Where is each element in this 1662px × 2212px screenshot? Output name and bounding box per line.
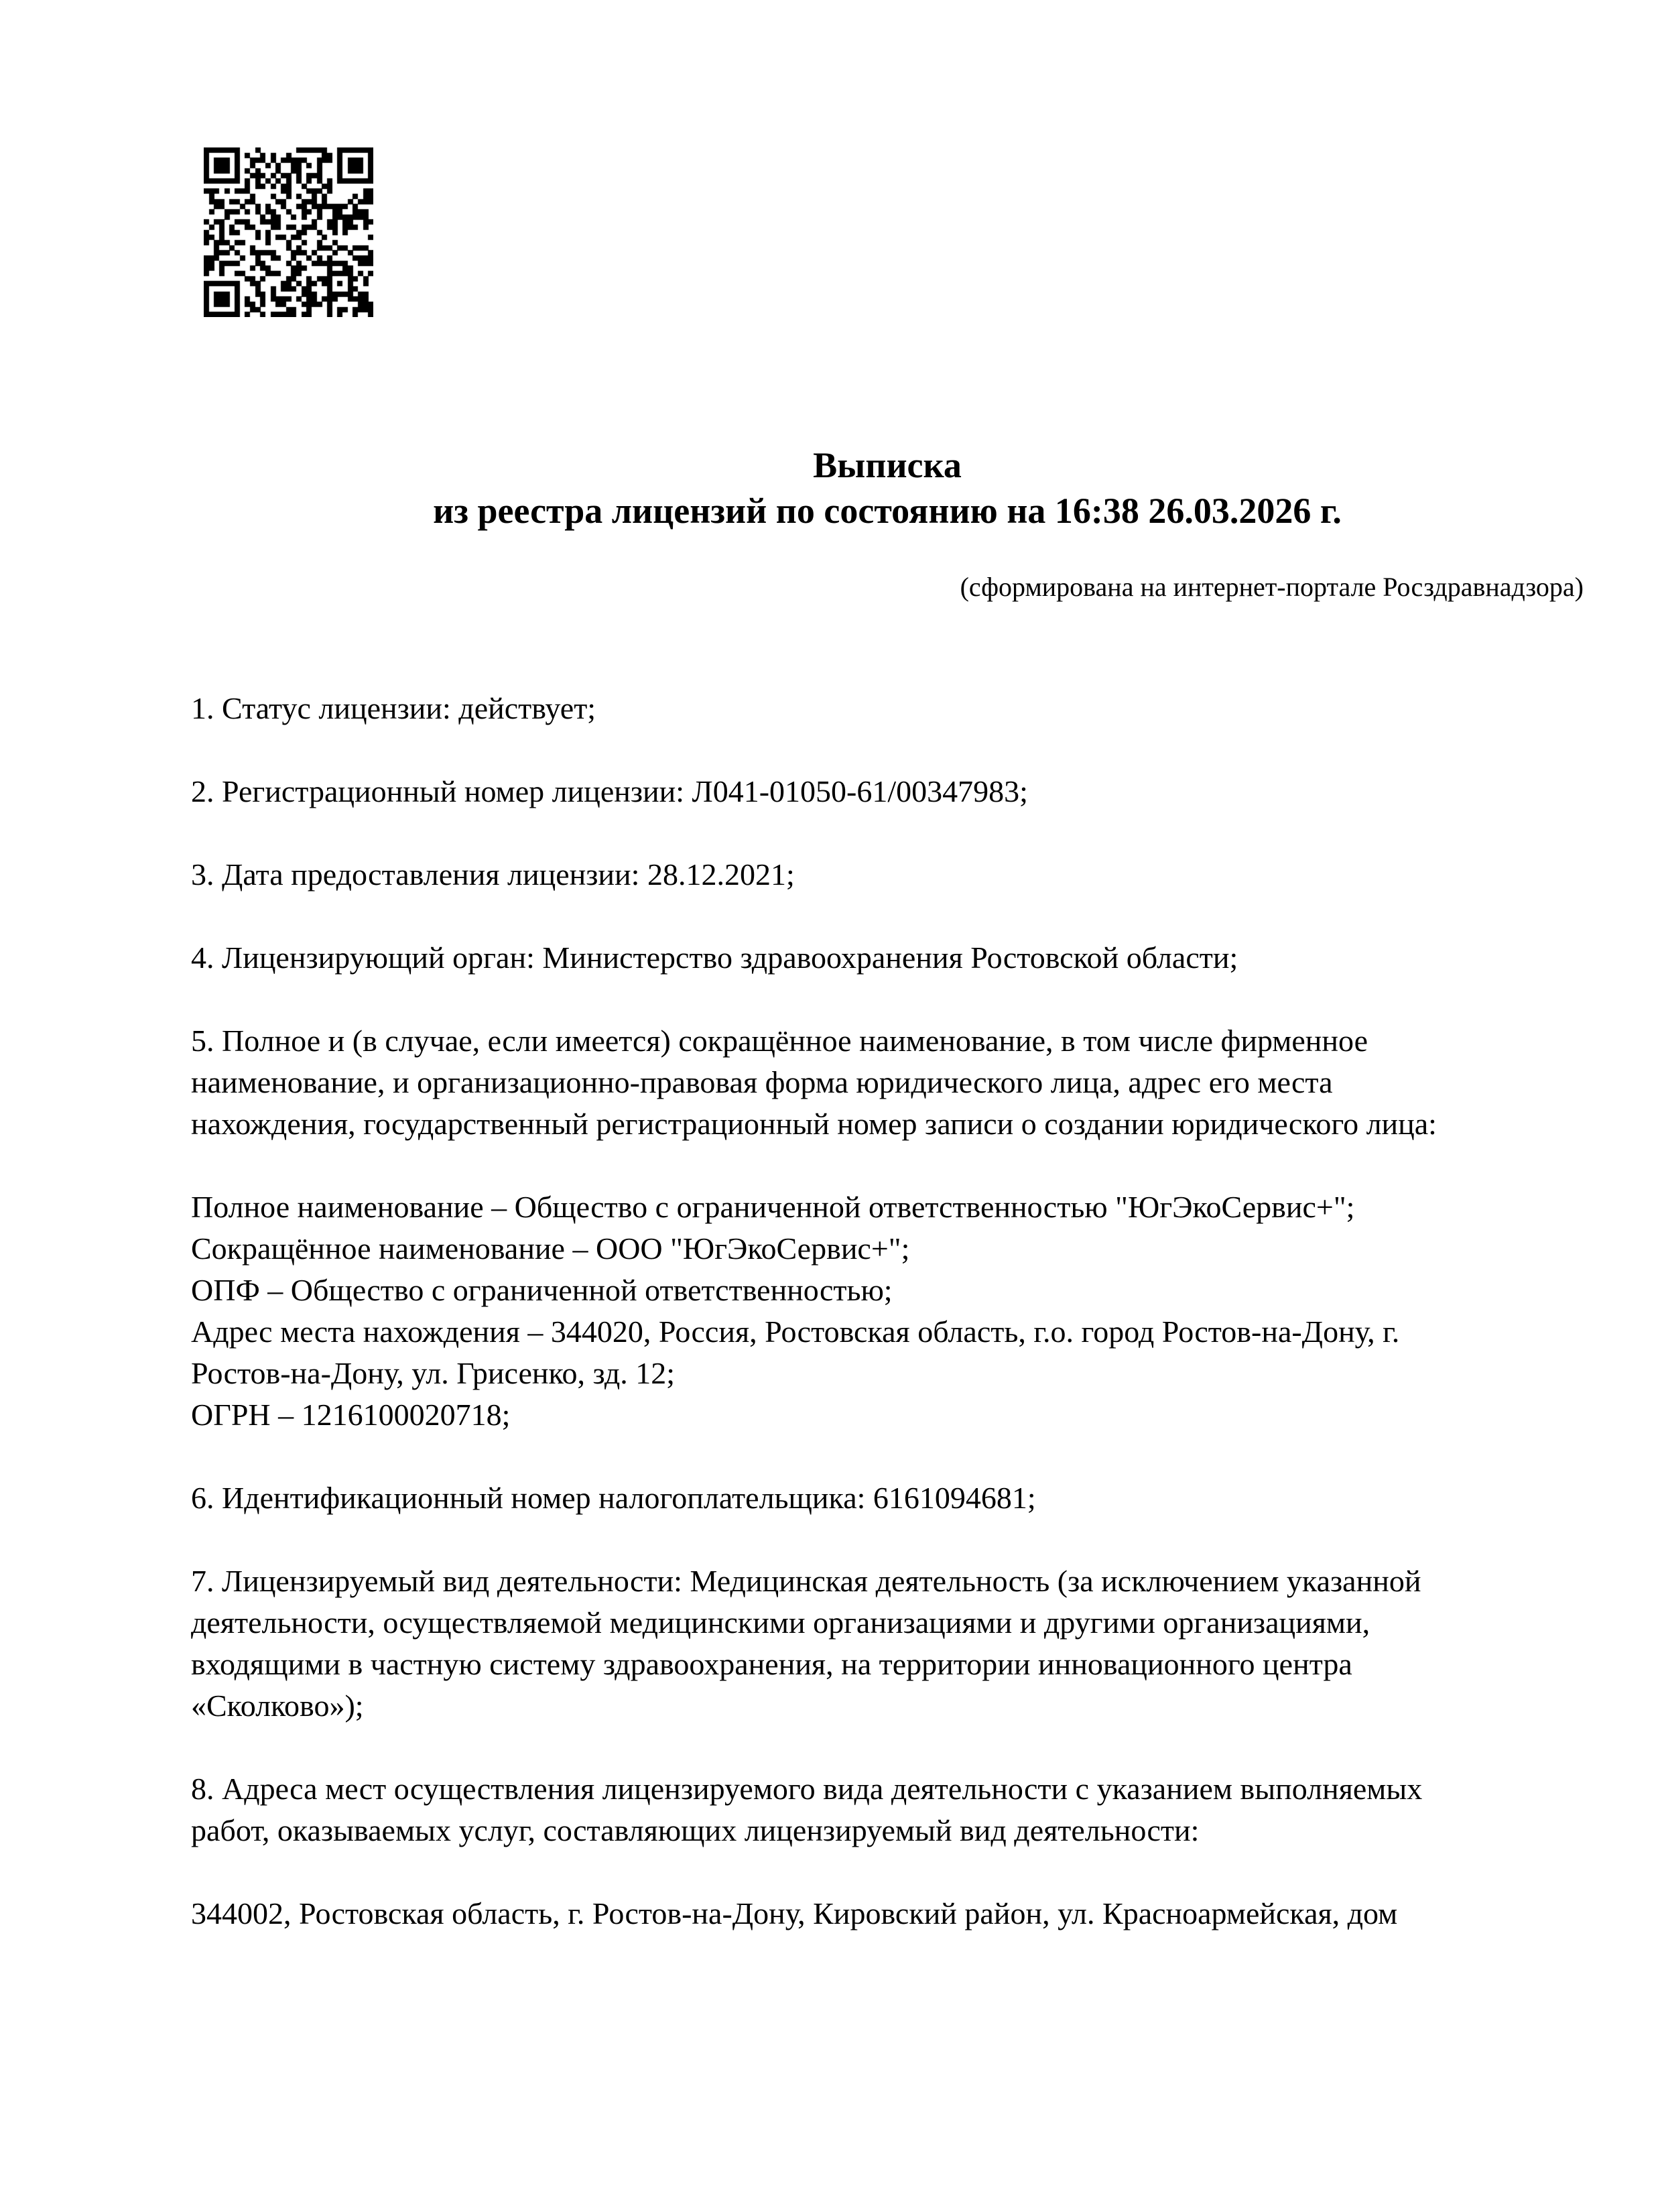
doc-line: нахождения, государственный регистрационный номер записи о создании юридического лица:	[191, 1107, 1437, 1141]
doc-line: наименование, и организационно-правовая форма юридического лица, адрес его места	[191, 1065, 1333, 1099]
paragraph-name-heading	[191, 1020, 1585, 1145]
paragraph-addresses-heading	[191, 1768, 1585, 1851]
paragraph-licensing-authority	[191, 937, 1585, 979]
doc-line: деятельности, осуществляемой медицинскими организациями и другими организациями,	[191, 1605, 1370, 1640]
doc-line: Ростов-на-Дону, ул. Грисенко, зд. 12;	[191, 1356, 676, 1390]
subtitle-note: (сформирована на интернет-портале Росздравнадзора)	[960, 572, 1584, 602]
doc-line: 344002, Ростовская область, г. Ростов-на-Дону, Кировский район, ул. Красноармейская, дом	[191, 1896, 1398, 1930]
paragraph-inn	[191, 1477, 1585, 1519]
title-line-1: Выписка	[813, 445, 962, 485]
document-body	[191, 688, 1585, 1976]
doc-line: Полное наименование – Общество с ограниченной ответственностью "ЮгЭкоСервис+";	[191, 1190, 1355, 1224]
doc-line: 2. Регистрационный номер лицензии: Л041-01050-61/00347983;	[191, 774, 1028, 808]
doc-line: 6. Идентификационный номер налогоплательщика: 6161094681;	[191, 1481, 1036, 1515]
paragraph-activity-address	[191, 1893, 1585, 1934]
doc-line: Сокращённое наименование – ООО "ЮгЭкоСервис+";	[191, 1231, 910, 1266]
doc-line: 3. Дата предоставления лицензии: 28.12.2021;	[191, 857, 795, 892]
qr-code-icon	[204, 147, 373, 317]
doc-line: 8. Адреса мест осуществления лицензируемого вида деятельности с указанием выполняемых	[191, 1772, 1423, 1806]
doc-line: работ, оказываемых услуг, составляющих лицензируемый вид деятельности:	[191, 1813, 1200, 1847]
doc-line: 7. Лицензируемый вид деятельности: Медицинская деятельность (за исключением указанной	[191, 1564, 1421, 1598]
paragraph-reg-number	[191, 771, 1585, 812]
paragraph-org-details	[191, 1186, 1585, 1436]
paragraph-grant-date	[191, 854, 1585, 896]
doc-line: ОПФ – Общество с ограниченной ответственностью;	[191, 1273, 893, 1307]
doc-line: Адрес места нахождения – 344020, Россия, Ростовская область, г.о. город Ростов-на-Дону, г.	[191, 1314, 1400, 1349]
title-line-2: из реестра лицензий по состоянию на 16:38 26.03.2026 г.	[433, 491, 1342, 531]
doc-line: «Сколково»);	[191, 1688, 364, 1723]
doc-line: 1. Статус лицензии: действует;	[191, 691, 596, 725]
document-title	[191, 442, 1584, 534]
doc-line: 5. Полное и (в случае, если имеется) сокращённое наименование, в том числе фирменное	[191, 1024, 1368, 1058]
paragraph-status	[191, 688, 1585, 729]
doc-line: ОГРН – 1216100020718;	[191, 1398, 511, 1432]
doc-line: 4. Лицензирующий орган: Министерство здравоохранения Ростовской области;	[191, 940, 1238, 975]
paragraph-activity-type	[191, 1560, 1585, 1727]
doc-line: входящими в частную систему здравоохранения, на территории инновационного центра	[191, 1647, 1352, 1681]
